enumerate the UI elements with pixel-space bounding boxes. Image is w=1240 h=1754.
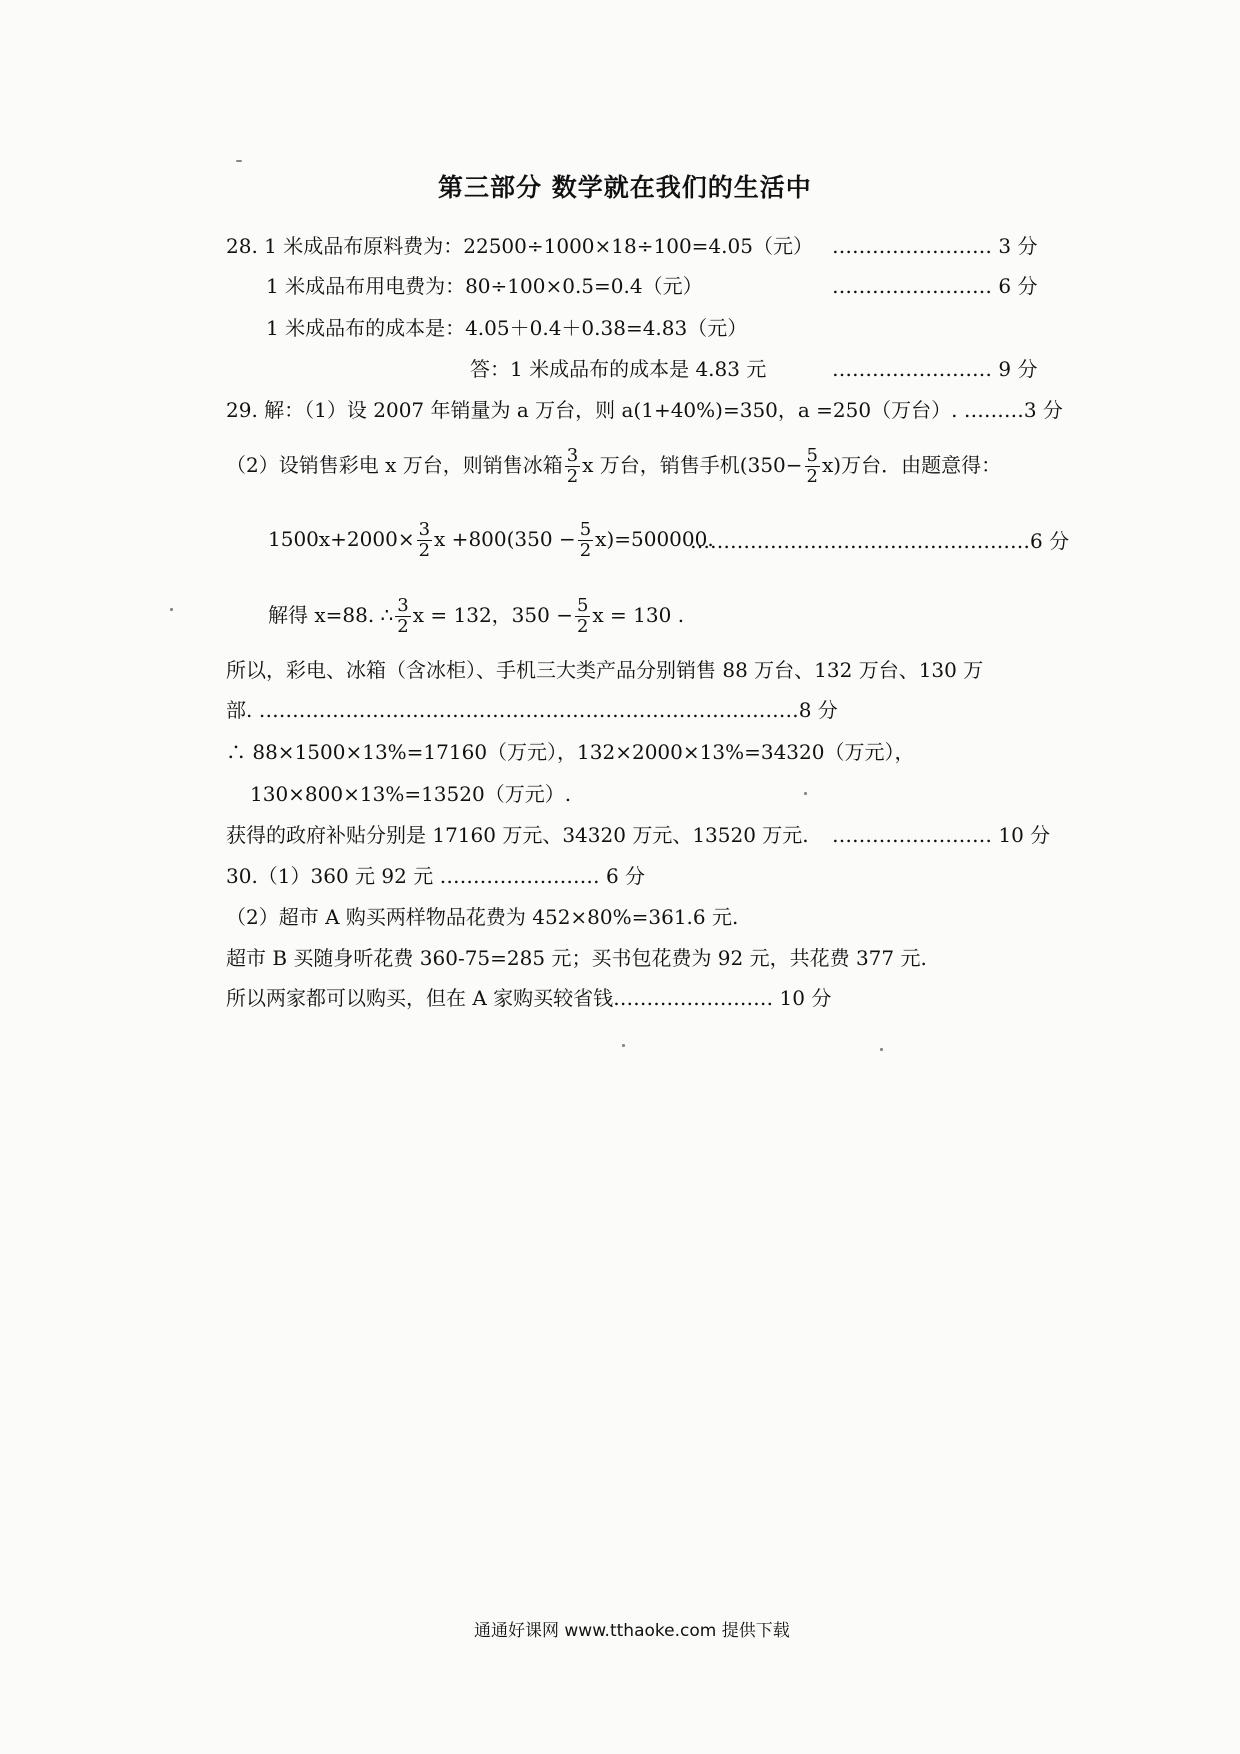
fraction-denominator: 2 (806, 466, 818, 487)
q28-answer: 答：1 米成品布的成本是 4.83 元 (470, 357, 767, 381)
equation-part-c: x)=500000. (595, 527, 714, 551)
q29-subsidy: 获得的政府补贴分别是 17160 万元、34320 万元、13520 万元. (226, 823, 809, 847)
fraction-five-halves (578, 520, 593, 561)
scan-speck (880, 1048, 883, 1051)
scan-speck (804, 792, 807, 795)
q28-points-2: …………………… 6 分 (832, 274, 1038, 298)
q29-conclusion: 所以，彩电、冰箱（含冰柜）、手机三大类产品分别销售 88 万台、132 万台、130 万 (226, 658, 984, 682)
fraction-denominator: 2 (566, 466, 579, 487)
fraction-five-halves (805, 446, 820, 487)
q29-calc-1: ∴ 88×1500×13%=17160（万元），132×2000×13%=34320（万元）， (226, 740, 915, 764)
q30-line-2: （2）超市 A 购买两样物品花费为 452×80%=361.6 元. (226, 905, 739, 929)
q29-conclusion-cont: 部. ………………………………………………………………………8 分 (226, 698, 838, 722)
equation-part-a: 1500x+2000× (268, 527, 415, 551)
fraction-denominator: 2 (579, 540, 592, 561)
q28-line-3: 1 米成品布的成本是：4.05＋0.4＋0.38=4.83（元） (266, 316, 748, 340)
scan-speck (236, 160, 242, 162)
q29-equation (268, 520, 714, 561)
footer-credit: 通通好课网 www.tthaoke.com 提供下载 (474, 1621, 790, 1641)
fraction-three-halves (395, 596, 410, 637)
fraction-three-halves (565, 446, 580, 487)
q30-line-1: 30.（1）360 元 92 元 …………………… 6 分 (226, 864, 646, 888)
fraction-denominator: 2 (576, 616, 589, 637)
q29-line-2 (226, 446, 1001, 487)
fraction-numerator: 3 (397, 595, 409, 616)
q29-line-2-part-a: （2）设销售彩电 x 万台，则销售冰箱 (226, 453, 563, 477)
q28-points-4: …………………… 9 分 (832, 357, 1038, 381)
q30-line-3: 超市 B 买随身听花费 360-75=285 元；买书包花费为 92 元，共花费 377 元. (226, 946, 927, 970)
fraction-numerator: 5 (579, 519, 592, 540)
fraction-three-halves (417, 520, 432, 561)
scan-speck (170, 608, 173, 611)
q29-line-2-part-b: x 万台，销售手机(350− (582, 453, 803, 477)
fraction-denominator: 2 (397, 616, 409, 637)
q29-solution (268, 596, 684, 637)
solution-part-b: x = 132，350 − (412, 603, 573, 627)
q29-line-2-part-c: x)万台．由题意得： (822, 453, 1002, 477)
scan-speck (622, 1044, 625, 1047)
q29-points-subsidy: …………………… 10 分 (832, 823, 1051, 847)
section-title: 第三部分 数学就在我们的生活中 (438, 173, 812, 202)
q28-line-1: 28. 1 米成品布原料费为：22500÷1000×18÷100=4.05（元） (226, 234, 813, 258)
fraction-denominator: 2 (418, 540, 431, 561)
equation-part-b: x +800(350 − (434, 527, 576, 551)
solution-part-a: 解得 x=88. ∴ (268, 603, 394, 627)
q29-calc-2: 130×800×13%=13520（万元）. (250, 782, 572, 806)
q30-line-4: 所以两家都可以购买，但在 A 家购买较省钱…………………… 10 分 (226, 986, 832, 1010)
fraction-numerator: 5 (806, 445, 818, 466)
fraction-five-halves (575, 596, 590, 637)
q28-line-2: 1 米成品布用电费为：80÷100×0.5=0.4（元） (266, 274, 703, 298)
q29-line-1: 29. 解：（1）设 2007 年销量为 a 万台，则 a(1+40%)=350，a =250（万台）. ………3 分 (226, 398, 1063, 422)
fraction-numerator: 3 (418, 519, 431, 540)
q28-points-1: …………………… 3 分 (832, 234, 1038, 258)
fraction-numerator: 5 (576, 595, 589, 616)
fraction-numerator: 3 (566, 445, 579, 466)
solution-part-c: x = 130 . (592, 603, 685, 627)
q29-points-equation: ……………………………………………6 分 (690, 529, 1070, 553)
